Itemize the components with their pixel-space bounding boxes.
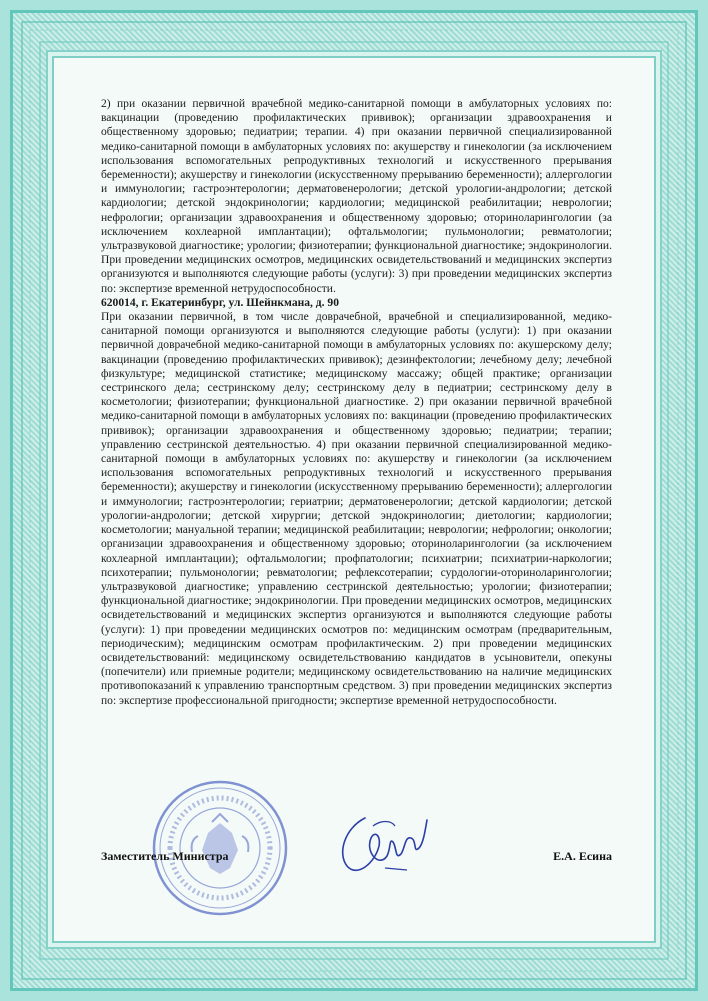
facility-address: 620014, г. Екатеринбург, ул. Шейнкмана, д. 90 — [101, 296, 339, 309]
signer-name: Е.А. Есина — [553, 849, 612, 863]
signature-block — [101, 843, 612, 873]
license-annex-text — [101, 97, 612, 708]
signer-title: Заместитель Министра — [101, 849, 229, 863]
services-paragraph-1: 2) при оказании первичной врачебной медико-санитарной помощи в амбулаторных условиях по: вакцинации (проведению профилактических прививок); организации здравоохранения и общественному здоровью; педиатрии; терапии. 4) при оказании первичной специализированной медико-санитарной помощи в амбулаторных условиях по: акушерству и гинекологии (за исключением использования вспомогательных репродуктивных технологий и искусственного прерывания беременности); акушерству и гинекологии (искусственному прерыванию беременности); аллергологии и иммунологии; гастроэнтерологии; дерматовенерологии; детской урологии-андрологии; детской кардиологии; детской эндокринологии; кардиологии; медицинской реабилитации; неврологии; нефрологии; организации здравоохранения и общественному здоровью; оториноларингологии (за исключением кохлеарной имплантации); офтальмологии; пульмонологии; ревматологии; ультразвуковой диагностике; урологии; физиотерапии; функциональной диагностике; эндокринологии. При проведении медицинских осмотров, медицинских освидетельствований и медицинских экспертиз организуются и выполняются следующие работы (услуги): 3) при проведении медицинских экспертиз по: экспертизе временной нетрудоспособности. — [101, 98, 612, 295]
services-paragraph-2: При оказании первичной, в том числе доврачебной, врачебной и специализированной, медико-санитарной помощи организуются и выполняются следующие работы (услуги): 1) при оказании первичной доврачебной медико-санитарной помощи в амбулаторных условиях по: акушерскому делу; вакцинации (проведению профилактических прививок); дезинфектологии; лечебному делу; лечебной физкультуре; медицинской статистике; медицинскому массажу; общей практике; организации сестринского дела; сестринскому делу; сестринскому делу в педиатрии; сестринскому делу в косметологии; физиотерапии; функциональной диагностике. 2) при оказании первичной врачебной медико-санитарной помощи в амбулаторных условиях по: вакцинации (проведению профилактических прививок); организации здравоохранения и общественному здоровью; педиатрии; терапии; управлению сестринской деятельностью. 4) при оказании первичной специализированной медико-санитарной помощи в амбулаторных условиях по: акушерству и гинекологии (за исключением использования вспомогательных репродуктивных технологий и искусственного прерывания беременности); акушерству и гинекологии (искусственному прерыванию беременности); аллергологии и иммунологии; гастроэнтерологии; гериатрии; дерматовенерологии; детской кардиологии; детской урологии-андрологии; детской хирургии; детской эндокринологии; диетологии; кардиологии; косметологии; мануальной терапии; медицинской реабилитации; неврологии; нефрологии; онкологии; организации здравоохранения и общественному здоровью; оториноларингологии (за исключением кохлеарной имплантации); офтальмологии; профпатологии; психиатрии; психиатрии-наркологии; психотерапии; пульмонологии; ревматологии; рефлексотерапии; сурдологии-оториноларингологии; ультразвуковой диагностике; управлению сестринской деятельностью; урологии; физиотерапии; функциональной диагностике; эндокринологии. При проведении медицинских осмотров, медицинских освидетельствований и медицинских экспертиз организуются и выполняются следующие работы (услуги): 1) при проведении медицинских осмотров по: медицинским осмотрам (предварительным, периодическим); медицинским осмотрам профилактическим. 2) при проведении медицинских освидетельствований: медицинскому освидетельствованию кандидатов в усыновители, опекуны (попечители) или приемные родители; медицинскому освидетельствованию на наличие медицинских противопоказаний к управлению транспортным средством. 3) при проведении медицинских экспертиз по: экспертизе профессиональной пригодности; экспертизе временной нетрудоспособности. — [101, 311, 612, 707]
